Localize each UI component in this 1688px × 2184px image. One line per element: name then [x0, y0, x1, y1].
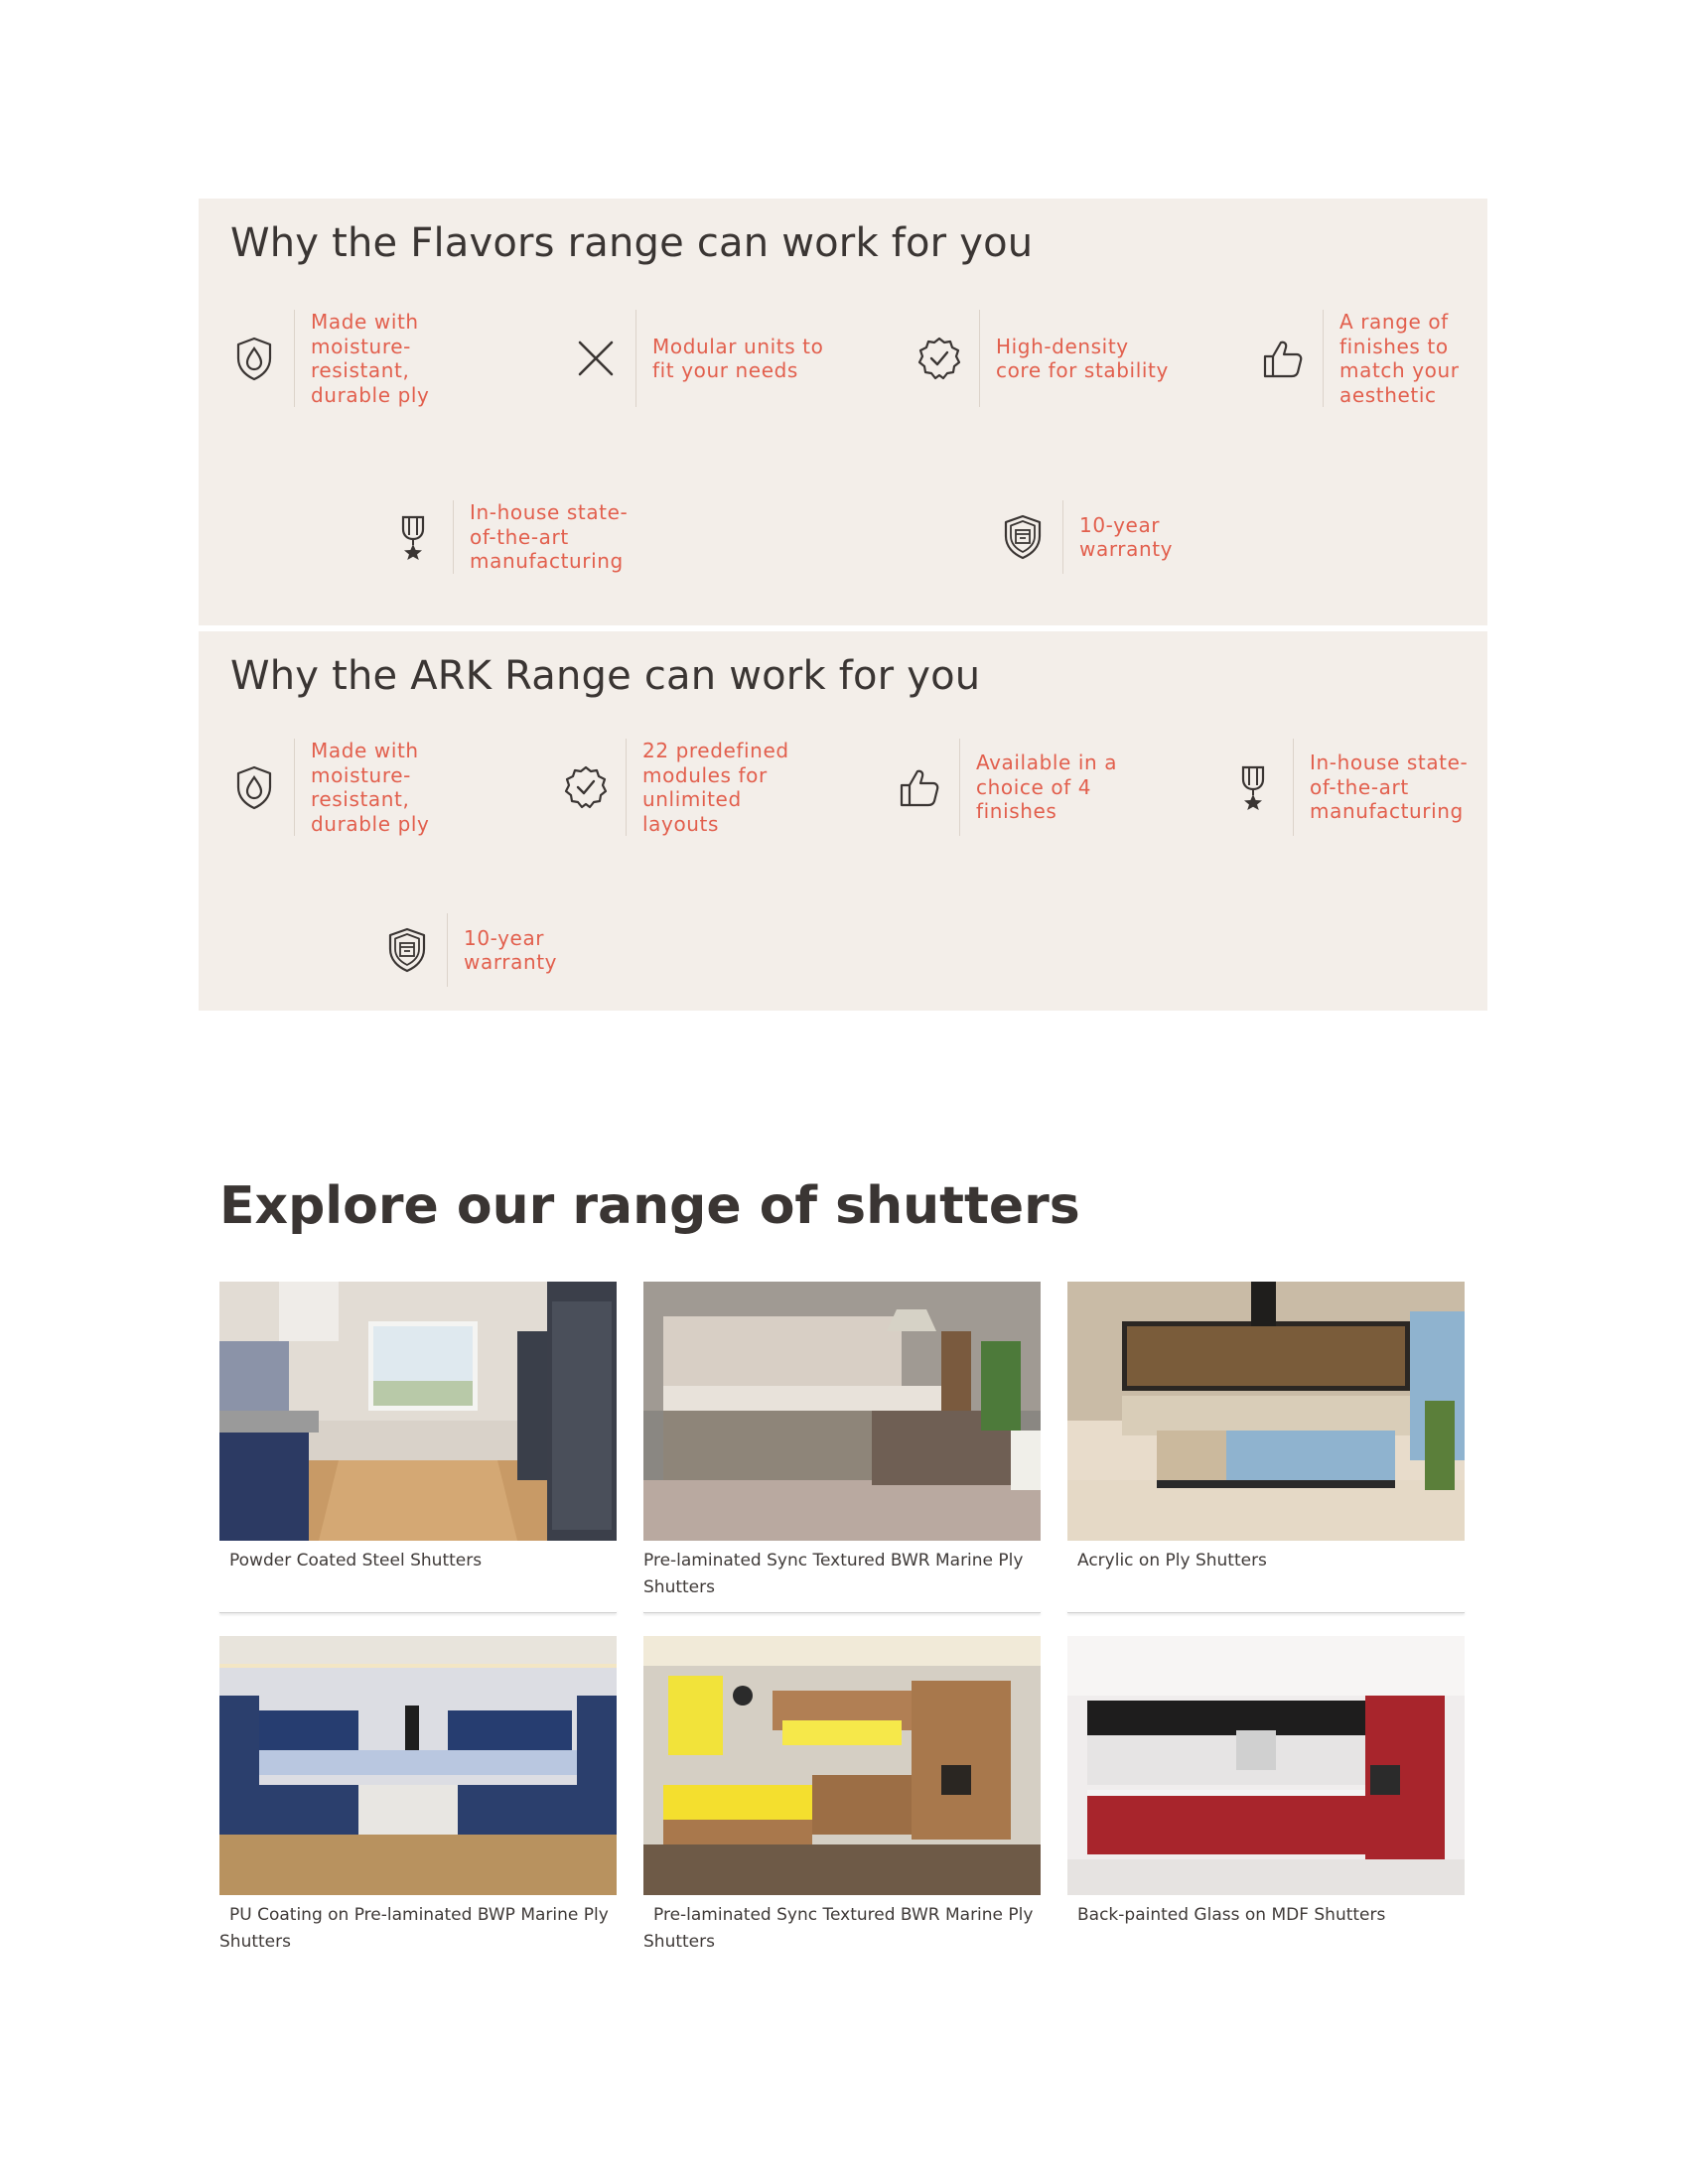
- feature-divider: [1062, 500, 1063, 574]
- shutter-caption[interactable]: Powder Coated Steel Shutters: [229, 1551, 483, 1570]
- feature-text: Made with moisture- resistant, durable ply: [311, 310, 430, 407]
- card-underline: [219, 1609, 617, 1613]
- feature-divider: [453, 500, 454, 574]
- card-underline: [643, 1609, 1041, 1613]
- shutter-caption[interactable]: Back-painted Glass on MDF Shutters: [1077, 1905, 1386, 1925]
- feature-warranty: [997, 500, 1173, 574]
- award-ribbon-icon: [1227, 761, 1279, 813]
- flavors-benefits-panel: [199, 199, 1487, 625]
- shutters-section-title: Explore our range of shutters: [219, 1176, 1080, 1236]
- feature-text: 22 predefined modules for unlimited layouts: [642, 739, 789, 836]
- feature-high-density: [914, 310, 1169, 407]
- feature-text: 10-year warranty: [464, 925, 558, 974]
- shutter-image[interactable]: [643, 1282, 1041, 1541]
- shutter-card-back-painted-glass[interactable]: [1067, 1636, 1465, 1929]
- shutter-image[interactable]: [643, 1636, 1041, 1895]
- award-ribbon-icon: [387, 511, 439, 563]
- feature-modular-units: [570, 310, 823, 407]
- feature-text: A range of finishes to match your aesthetic: [1339, 310, 1460, 407]
- feature-divider: [979, 310, 980, 407]
- thumbs-up-icon: [894, 761, 945, 813]
- feature-manufacturing: [1227, 739, 1468, 836]
- shutter-card-pu-coating[interactable]: [219, 1636, 617, 1956]
- card-underline: [1067, 1609, 1465, 1613]
- shutter-card-powder-coated-steel[interactable]: [219, 1282, 617, 1574]
- feature-text: In-house state- of-the-art manufacturing: [1310, 751, 1469, 824]
- feature-divider: [447, 913, 448, 987]
- shutter-card-pre-laminated-sync-2[interactable]: [643, 1636, 1041, 1956]
- shutter-caption[interactable]: Pre-laminated Sync Textured BWR Marine Ply Shutters: [643, 1551, 1024, 1597]
- feature-text: In-house state- of-the-art manufacturing: [470, 500, 629, 573]
- feature-divider: [294, 310, 295, 407]
- ark-benefits-panel: [199, 631, 1487, 1011]
- shutter-image[interactable]: [219, 1636, 617, 1895]
- shutter-image[interactable]: [1067, 1282, 1465, 1541]
- feature-divider: [1293, 739, 1294, 836]
- feature-moisture-resistant: [228, 739, 429, 836]
- feature-text: Made with moisture- resistant, durable ply: [311, 739, 430, 836]
- feature-predefined-modules: [560, 739, 789, 836]
- feature-text: Available in a choice of 4 finishes: [976, 751, 1118, 824]
- flavors-title: Why the Flavors range can work for you: [230, 220, 1034, 266]
- feature-divider: [294, 739, 295, 836]
- feature-moisture-resistant: [228, 310, 429, 407]
- feature-manufacturing: [387, 500, 628, 574]
- shutter-caption[interactable]: Acrylic on Ply Shutters: [1077, 1551, 1267, 1570]
- feature-text: High-density core for stability: [996, 334, 1169, 382]
- feature-finishes: [894, 739, 1117, 836]
- feature-divider: [959, 739, 960, 836]
- shutter-card-acrylic-on-ply[interactable]: [1067, 1282, 1465, 1574]
- ark-title: Why the ARK Range can work for you: [230, 653, 981, 699]
- feature-warranty: [381, 913, 557, 987]
- shutter-caption[interactable]: PU Coating on Pre-laminated BWP Marine Ply Shutters: [219, 1905, 609, 1952]
- shutter-image[interactable]: [1067, 1636, 1465, 1895]
- cross-icon: [570, 333, 622, 384]
- shutter-image[interactable]: [219, 1282, 617, 1541]
- water-drop-shield-icon: [228, 333, 280, 384]
- feature-finishes: [1257, 310, 1460, 407]
- warranty-shield-icon: [997, 511, 1049, 563]
- thumbs-up-icon: [1257, 333, 1309, 384]
- feature-divider: [1323, 310, 1324, 407]
- shutter-caption[interactable]: Pre-laminated Sync Textured BWR Marine Ply Shutters: [643, 1905, 1034, 1952]
- feature-divider: [635, 310, 636, 407]
- feature-divider: [626, 739, 627, 836]
- feature-text: 10-year warranty: [1079, 512, 1174, 561]
- check-badge-icon: [914, 333, 965, 384]
- check-badge-icon: [560, 761, 612, 813]
- shutter-card-pre-laminated-sync[interactable]: [643, 1282, 1041, 1601]
- warranty-shield-icon: [381, 924, 433, 976]
- water-drop-shield-icon: [228, 761, 280, 813]
- feature-text: Modular units to fit your needs: [652, 334, 824, 382]
